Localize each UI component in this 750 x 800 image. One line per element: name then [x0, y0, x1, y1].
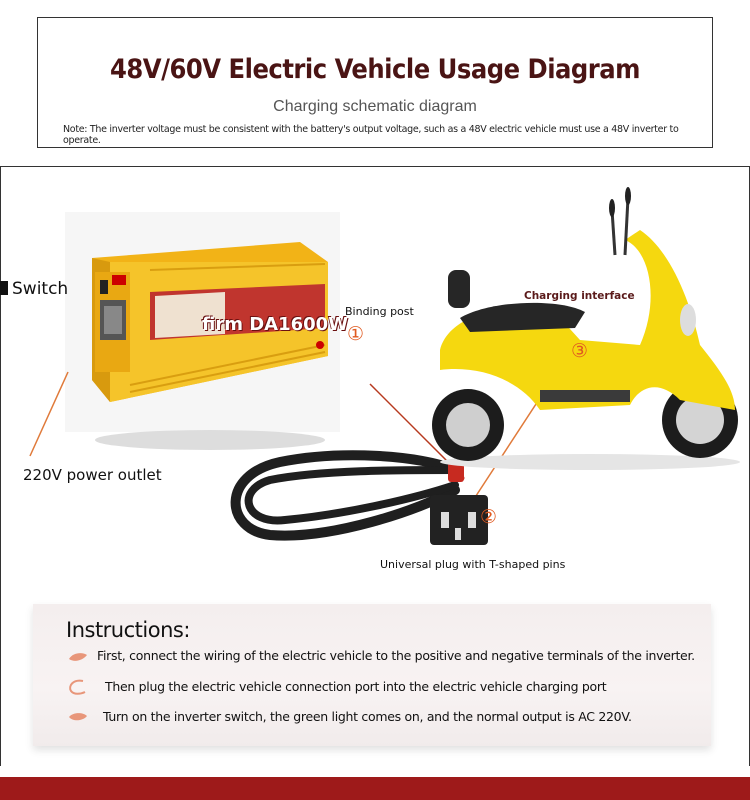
scooter-icon	[432, 187, 740, 470]
instruction-step-1: First, connect the wiring of the electric vehicle to the positive and negative terminals of the inverter.	[97, 648, 695, 663]
inverter-shadow	[95, 430, 325, 450]
marker-2: ②	[480, 506, 498, 528]
page-subtitle: Charging schematic diagram	[273, 98, 477, 115]
instructions-panel	[33, 604, 711, 746]
instruction-step-2: Then plug the electric vehicle connection port into the electric vehicle charging port	[105, 679, 607, 694]
marker-1: ①	[347, 323, 365, 345]
cable-icon	[236, 455, 462, 535]
plug-icon	[430, 462, 488, 545]
page-title: 48V/60V Electric Vehicle Usage Diagram	[110, 54, 640, 85]
charging-interface-label: Charging interface	[524, 290, 635, 302]
marker-3: ③	[571, 340, 589, 362]
bullet-icon	[67, 650, 89, 664]
bullet-icon	[67, 678, 89, 692]
outlet-label: 220V power outlet	[23, 466, 162, 484]
footer-bar	[0, 777, 750, 800]
plug-label: Universal plug with T-shaped pins	[380, 558, 566, 571]
switch-marker-icon	[0, 281, 8, 295]
outlet-callout-line	[30, 372, 68, 456]
switch-label: Switch	[0, 279, 68, 299]
instructions-title: Instructions:	[66, 618, 190, 642]
instruction-step-3: Turn on the inverter switch, the green light comes on, and the normal output is AC 220V.	[103, 709, 632, 724]
product-label: firm DA1600W	[202, 314, 349, 335]
binding-post-label: Binding post	[345, 305, 414, 318]
voltage-note: Note: The inverter voltage must be consistent with the battery's output voltage, such as a 48V electric vehicle must use a 48V inverter to operate.	[63, 124, 679, 146]
bullet-icon	[67, 710, 89, 724]
